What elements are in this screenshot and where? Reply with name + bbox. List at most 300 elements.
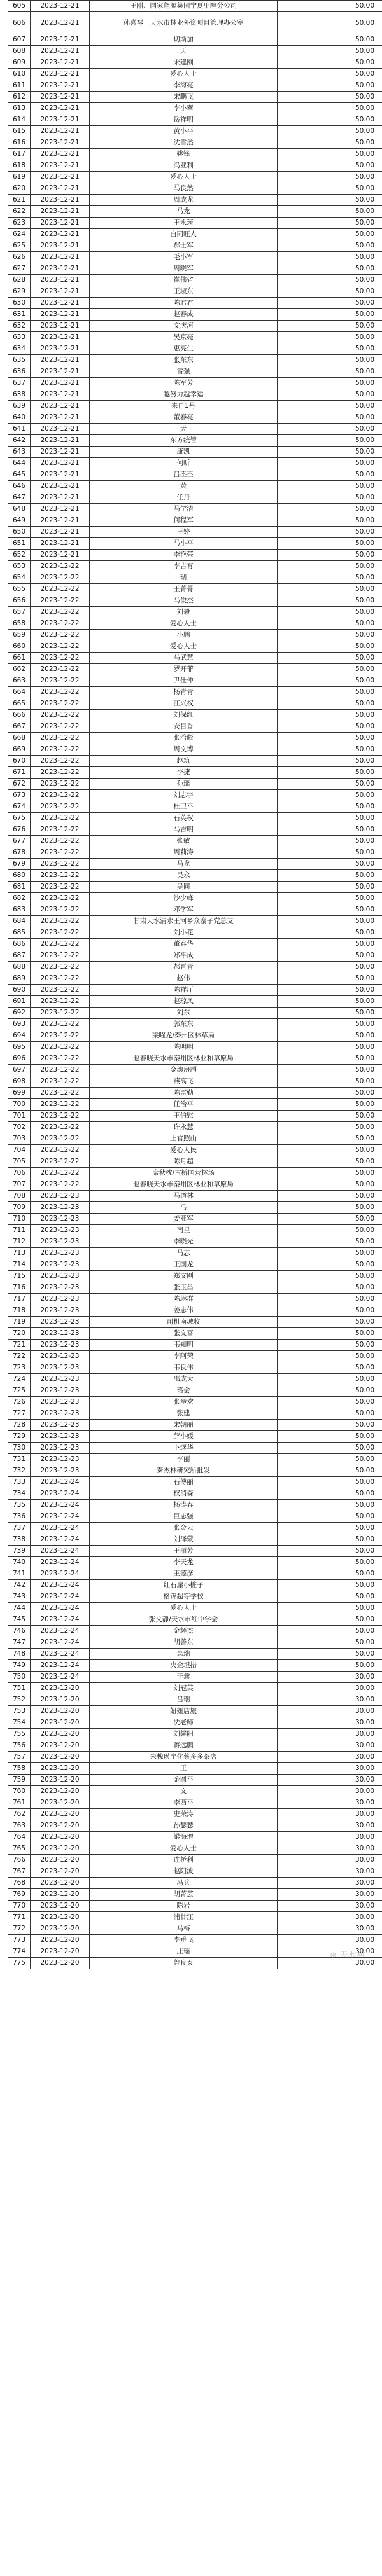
row-date: 2023-12-21 — [31, 57, 90, 69]
table-row — [8, 698, 382, 710]
row-number: 716 — [8, 1282, 31, 1294]
row-donor-name: 马俊杰 — [90, 595, 278, 607]
row-donor-name: 小鹏 — [90, 630, 278, 641]
row-amount: 50.00 — [278, 1454, 382, 1465]
row-date: 2023-12-22 — [31, 836, 90, 847]
row-date: 2023-12-22 — [31, 710, 90, 721]
row-amount: 50.00 — [278, 1580, 382, 1591]
row-number: 752 — [8, 1694, 31, 1706]
row-date: 2023-12-20 — [31, 1694, 90, 1706]
row-amount: 50.00 — [278, 389, 382, 401]
row-date: 2023-12-21 — [31, 12, 90, 34]
row-date: 2023-12-21 — [31, 492, 90, 504]
table-row — [8, 859, 382, 870]
row-amount: 50.00 — [278, 172, 382, 183]
table-row — [8, 1614, 382, 1626]
row-donor-name: 天 — [90, 46, 278, 57]
table-row — [8, 309, 382, 321]
row-date: 2023-12-22 — [31, 1111, 90, 1122]
row-date: 2023-12-22 — [31, 1168, 90, 1179]
row-date: 2023-12-22 — [31, 859, 90, 870]
row-donor-name: 王德彦 — [90, 1568, 278, 1580]
row-amount: 50.00 — [278, 927, 382, 939]
row-number: 721 — [8, 1340, 31, 1351]
table-row — [8, 1305, 382, 1317]
row-donor-name: 马龙 — [90, 206, 278, 218]
row-number: 624 — [8, 229, 31, 240]
row-number: 647 — [8, 492, 31, 504]
row-amount: 50.00 — [278, 1122, 382, 1133]
row-date: 2023-12-21 — [31, 240, 90, 252]
row-date: 2023-12-23 — [31, 1431, 90, 1443]
table-row — [8, 355, 382, 366]
row-number: 709 — [8, 1202, 31, 1214]
row-number: 754 — [8, 1717, 31, 1729]
row-date: 2023-12-22 — [31, 641, 90, 653]
row-date: 2023-12-21 — [31, 401, 90, 412]
row-amount: 50.00 — [278, 263, 382, 275]
row-donor-name: 黄 — [90, 481, 278, 492]
table-row — [8, 1030, 382, 1042]
table-row — [8, 34, 382, 46]
row-date: 2023-12-21 — [31, 527, 90, 538]
row-number: 632 — [8, 321, 31, 332]
row-number: 690 — [8, 985, 31, 996]
row-number: 630 — [8, 298, 31, 309]
row-amount: 50.00 — [278, 664, 382, 675]
table-row — [8, 1832, 382, 1843]
table-row — [8, 607, 382, 618]
row-donor-name: 秦杰林研究所批发 — [90, 1465, 278, 1477]
row-donor-name: 王永瑛 — [90, 218, 278, 229]
row-donor-name: 薛小媛 — [90, 1431, 278, 1443]
row-number: 652 — [8, 550, 31, 561]
row-amount: 50.00 — [278, 1168, 382, 1179]
row-donor-name: 李小翠 — [90, 103, 278, 114]
row-date: 2023-12-21 — [31, 343, 90, 355]
row-amount: 30.00 — [278, 1809, 382, 1820]
row-amount: 50.00 — [278, 985, 382, 996]
row-amount: 30.00 — [278, 1843, 382, 1855]
row-amount: 50.00 — [278, 1088, 382, 1099]
row-date: 2023-12-21 — [31, 229, 90, 240]
row-number: 749 — [8, 1660, 31, 1672]
table-row — [8, 469, 382, 481]
table-row — [8, 1820, 382, 1832]
row-donor-name: 郝晋青 — [90, 962, 278, 973]
row-number: 656 — [8, 595, 31, 607]
row-donor-name: 来自1号 — [90, 401, 278, 412]
row-amount: 50.00 — [278, 847, 382, 859]
table-row — [8, 1683, 382, 1694]
row-date: 2023-12-23 — [31, 1317, 90, 1328]
row-donor-name: 东方统管 — [90, 435, 278, 447]
row-donor-name: 吕瑞 — [90, 1694, 278, 1706]
donation-table-body — [8, 1, 382, 1969]
row-donor-name: 连桥利 — [90, 1855, 278, 1866]
row-amount: 50.00 — [278, 916, 382, 927]
row-number: 714 — [8, 1259, 31, 1271]
row-date: 2023-12-21 — [31, 355, 90, 366]
row-number: 697 — [8, 1065, 31, 1076]
row-donor-name: 王丽芳 — [90, 1546, 278, 1557]
row-donor-name: 李丽 — [90, 1454, 278, 1465]
row-date: 2023-12-24 — [31, 1672, 90, 1683]
row-donor-name: 韦良伟 — [90, 1362, 278, 1374]
row-amount: 50.00 — [278, 882, 382, 893]
row-amount: 50.00 — [278, 424, 382, 435]
row-number: 667 — [8, 721, 31, 733]
row-number: 666 — [8, 710, 31, 721]
row-number: 746 — [8, 1626, 31, 1637]
row-number: 770 — [8, 1901, 31, 1912]
row-donor-name: 梁海增 — [90, 1832, 278, 1843]
table-row — [8, 458, 382, 469]
table-row — [8, 939, 382, 950]
row-date: 2023-12-23 — [31, 1248, 90, 1259]
row-donor-name: 宋建刚 — [90, 57, 278, 69]
row-donor-name: 红石崖小桩子 — [90, 1580, 278, 1591]
row-donor-name: 孙瑶 — [90, 779, 278, 790]
row-amount: 30.00 — [278, 1958, 382, 1969]
row-number: 642 — [8, 435, 31, 447]
row-number: 654 — [8, 572, 31, 584]
row-number: 657 — [8, 607, 31, 618]
row-number: 753 — [8, 1706, 31, 1717]
row-donor-name: 南星 — [90, 1225, 278, 1236]
row-amount: 50.00 — [278, 653, 382, 664]
table-row — [8, 1672, 382, 1683]
table-row — [8, 1477, 382, 1488]
row-number: 687 — [8, 950, 31, 962]
row-amount: 50.00 — [278, 1, 382, 12]
table-row — [8, 80, 382, 92]
row-donor-name: 王国龙 — [90, 1259, 278, 1271]
row-donor-name: 何程军 — [90, 515, 278, 527]
row-number: 646 — [8, 481, 31, 492]
row-amount: 50.00 — [278, 950, 382, 962]
row-amount: 30.00 — [278, 1901, 382, 1912]
table-row — [8, 1866, 382, 1878]
row-date: 2023-12-21 — [31, 550, 90, 561]
row-number: 674 — [8, 801, 31, 813]
row-amount: 30.00 — [278, 1763, 382, 1775]
row-number: 763 — [8, 1820, 31, 1832]
row-amount: 50.00 — [278, 710, 382, 721]
row-number: 741 — [8, 1568, 31, 1580]
row-number: 665 — [8, 698, 31, 710]
table-row — [8, 1214, 382, 1225]
row-amount: 50.00 — [278, 1614, 382, 1626]
row-amount: 50.00 — [278, 469, 382, 481]
table-row — [8, 1649, 382, 1660]
row-date: 2023-12-24 — [31, 1546, 90, 1557]
row-number: 762 — [8, 1809, 31, 1820]
row-donor-name: 燕高飞 — [90, 1076, 278, 1088]
row-number: 742 — [8, 1580, 31, 1591]
row-amount: 50.00 — [278, 401, 382, 412]
row-amount: 50.00 — [278, 1397, 382, 1408]
row-donor-name: 越努力越幸运 — [90, 389, 278, 401]
row-date: 2023-12-24 — [31, 1614, 90, 1626]
row-amount: 50.00 — [278, 80, 382, 92]
row-donor-name: 郝士军 — [90, 240, 278, 252]
table-row — [8, 1809, 382, 1820]
row-donor-name: 李吉育 — [90, 561, 278, 572]
row-donor-name: 任治平 — [90, 1099, 278, 1111]
row-donor-name: 刘冠英 — [90, 1683, 278, 1694]
table-row — [8, 756, 382, 767]
row-donor-name: 刘东 — [90, 1008, 278, 1019]
row-amount: 50.00 — [278, 1591, 382, 1603]
row-number: 672 — [8, 779, 31, 790]
row-amount: 50.00 — [278, 218, 382, 229]
row-donor-name: 姚锋 — [90, 149, 278, 160]
row-donor-name: 周晓军 — [90, 263, 278, 275]
row-amount: 50.00 — [278, 1351, 382, 1362]
table-row — [8, 1282, 382, 1294]
row-donor-name: 央金坦措 — [90, 1660, 278, 1672]
row-amount: 50.00 — [278, 779, 382, 790]
row-date: 2023-12-20 — [31, 1843, 90, 1855]
table-row — [8, 69, 382, 80]
row-date: 2023-12-22 — [31, 996, 90, 1008]
row-number: 664 — [8, 687, 31, 698]
row-donor-name: 沈雪然 — [90, 137, 278, 149]
row-number: 745 — [8, 1614, 31, 1626]
row-amount: 50.00 — [278, 298, 382, 309]
row-donor-name: 郑平成 — [90, 950, 278, 962]
table-row — [8, 1797, 382, 1809]
row-donor-name: 郭东东 — [90, 1019, 278, 1030]
row-number: 675 — [8, 813, 31, 824]
row-number: 628 — [8, 275, 31, 286]
row-number: 711 — [8, 1225, 31, 1236]
row-number: 744 — [8, 1603, 31, 1614]
table-row — [8, 1706, 382, 1717]
row-number: 694 — [8, 1030, 31, 1042]
row-date: 2023-12-21 — [31, 458, 90, 469]
row-amount: 50.00 — [278, 1191, 382, 1202]
row-donor-name: 文 — [90, 1786, 278, 1797]
row-amount: 50.00 — [278, 1534, 382, 1546]
row-date: 2023-12-23 — [31, 1362, 90, 1374]
row-date: 2023-12-20 — [31, 1809, 90, 1820]
row-number: 623 — [8, 218, 31, 229]
table-row — [8, 1717, 382, 1729]
table-row — [8, 1626, 382, 1637]
row-number: 606 — [8, 12, 31, 34]
row-date: 2023-12-20 — [31, 1866, 90, 1878]
row-donor-name: 史荣涛 — [90, 1809, 278, 1820]
row-date: 2023-12-22 — [31, 950, 90, 962]
row-donor-name: 李晓光 — [90, 1236, 278, 1248]
row-amount: 50.00 — [278, 309, 382, 321]
row-number: 629 — [8, 286, 31, 298]
row-date: 2023-12-22 — [31, 824, 90, 836]
row-amount: 50.00 — [278, 962, 382, 973]
row-amount: 50.00 — [278, 1305, 382, 1317]
table-row — [8, 46, 382, 57]
row-donor-name: 李西平 — [90, 1797, 278, 1809]
row-date: 2023-12-23 — [31, 1397, 90, 1408]
row-donor-name: 上官照山 — [90, 1133, 278, 1145]
row-donor-name: 白同旺人 — [90, 229, 278, 240]
row-number: 621 — [8, 195, 31, 206]
row-donor-name: 江兴权 — [90, 698, 278, 710]
row-date: 2023-12-22 — [31, 1099, 90, 1111]
table-row — [8, 630, 382, 641]
row-donor-name: 姜亚军 — [90, 1214, 278, 1225]
row-number: 614 — [8, 114, 31, 126]
row-number: 649 — [8, 515, 31, 527]
table-row — [8, 332, 382, 343]
row-number: 765 — [8, 1843, 31, 1855]
row-amount: 30.00 — [278, 1912, 382, 1923]
row-date: 2023-12-21 — [31, 286, 90, 298]
row-number: 704 — [8, 1145, 31, 1156]
row-number: 605 — [8, 1, 31, 12]
table-row — [8, 1340, 382, 1351]
row-donor-name: 胡善东 — [90, 1637, 278, 1649]
table-row — [8, 1088, 382, 1099]
row-donor-name: 石傅丽 — [90, 1477, 278, 1488]
row-date: 2023-12-21 — [31, 321, 90, 332]
row-number: 651 — [8, 538, 31, 550]
row-donor-name: 张敏 — [90, 836, 278, 847]
row-date: 2023-12-22 — [31, 1076, 90, 1088]
row-amount: 50.00 — [278, 538, 382, 550]
row-number: 707 — [8, 1179, 31, 1191]
row-donor-name: 李海亮 — [90, 80, 278, 92]
row-date: 2023-12-20 — [31, 1855, 90, 1866]
table-row — [8, 1958, 382, 1969]
row-number: 679 — [8, 859, 31, 870]
row-number: 758 — [8, 1763, 31, 1775]
table-row — [8, 1740, 382, 1752]
table-row — [8, 1328, 382, 1340]
row-date: 2023-12-21 — [31, 195, 90, 206]
row-donor-name: 王刚、国家能源集团宁夏甲醇分公司 — [90, 1, 278, 12]
row-date: 2023-12-23 — [31, 1271, 90, 1282]
row-donor-name: 王淑东 — [90, 286, 278, 298]
row-number: 658 — [8, 618, 31, 630]
row-amount: 50.00 — [278, 1133, 382, 1145]
row-donor-name: 爱心人士 — [90, 618, 278, 630]
row-number: 708 — [8, 1191, 31, 1202]
table-row — [8, 733, 382, 744]
row-number: 661 — [8, 653, 31, 664]
row-date: 2023-12-22 — [31, 607, 90, 618]
row-date: 2023-12-23 — [31, 1294, 90, 1305]
table-row — [8, 653, 382, 664]
row-date: 2023-12-22 — [31, 756, 90, 767]
row-amount: 50.00 — [278, 1282, 382, 1294]
table-row — [8, 710, 382, 721]
table-row — [8, 378, 382, 389]
table-row — [8, 1763, 382, 1775]
row-donor-name: 冯 — [90, 1202, 278, 1214]
row-date: 2023-12-20 — [31, 1740, 90, 1752]
row-number: 772 — [8, 1923, 31, 1935]
row-amount: 50.00 — [278, 1660, 382, 1672]
row-amount: 50.00 — [278, 1637, 382, 1649]
row-donor-name: 赵春晓天水市秦州区林业和草原局 — [90, 1179, 278, 1191]
row-donor-name: 姜志伟 — [90, 1305, 278, 1317]
row-donor-name: 宋朝丽 — [90, 1420, 278, 1431]
table-row — [8, 1511, 382, 1523]
row-donor-name: 赵筑 — [90, 756, 278, 767]
row-date: 2023-12-21 — [31, 114, 90, 126]
table-row — [8, 114, 382, 126]
row-amount: 50.00 — [278, 1019, 382, 1030]
row-amount: 50.00 — [278, 595, 382, 607]
table-row — [8, 813, 382, 824]
row-donor-name: 陈琳群 — [90, 1294, 278, 1305]
row-donor-name: 许永慧 — [90, 1122, 278, 1133]
table-row — [8, 1923, 382, 1935]
row-number: 728 — [8, 1420, 31, 1431]
row-number: 731 — [8, 1454, 31, 1465]
row-date: 2023-12-20 — [31, 1878, 90, 1889]
table-row — [8, 1076, 382, 1088]
row-date: 2023-12-22 — [31, 561, 90, 572]
row-date: 2023-12-21 — [31, 424, 90, 435]
row-amount: 50.00 — [278, 687, 382, 698]
row-number: 722 — [8, 1351, 31, 1362]
row-donor-name: 张建 — [90, 1408, 278, 1420]
table-row — [8, 882, 382, 893]
row-date: 2023-12-22 — [31, 1179, 90, 1191]
row-number: 680 — [8, 870, 31, 882]
table-row — [8, 904, 382, 916]
row-date: 2023-12-23 — [31, 1236, 90, 1248]
row-donor-name: 马学清 — [90, 504, 278, 515]
row-date: 2023-12-20 — [31, 1763, 90, 1775]
row-number: 702 — [8, 1122, 31, 1133]
row-number: 767 — [8, 1866, 31, 1878]
table-row — [8, 1500, 382, 1511]
row-amount: 50.00 — [278, 939, 382, 950]
table-row — [8, 1843, 382, 1855]
row-donor-name: 岳祥明 — [90, 114, 278, 126]
row-number: 610 — [8, 69, 31, 80]
row-donor-name: 王伯慰 — [90, 1111, 278, 1122]
row-donor-name: 任丹 — [90, 492, 278, 504]
table-row — [8, 836, 382, 847]
row-number: 663 — [8, 675, 31, 687]
row-donor-name: 吕丕丕 — [90, 469, 278, 481]
row-amount: 50.00 — [278, 607, 382, 618]
row-amount: 50.00 — [278, 240, 382, 252]
table-row — [8, 1580, 382, 1591]
row-number: 615 — [8, 126, 31, 137]
row-number: 771 — [8, 1912, 31, 1923]
row-date: 2023-12-21 — [31, 504, 90, 515]
row-date: 2023-12-22 — [31, 927, 90, 939]
row-amount: 50.00 — [278, 790, 382, 801]
table-row — [8, 618, 382, 630]
row-amount: 50.00 — [278, 92, 382, 103]
row-number: 725 — [8, 1385, 31, 1397]
row-date: 2023-12-23 — [31, 1282, 90, 1294]
row-number: 641 — [8, 424, 31, 435]
row-number: 634 — [8, 343, 31, 355]
row-date: 2023-12-22 — [31, 1145, 90, 1156]
row-donor-name: 周文博 — [90, 744, 278, 756]
row-amount: 50.00 — [278, 1362, 382, 1374]
row-donor-name: 爱心人士 — [90, 1603, 278, 1614]
